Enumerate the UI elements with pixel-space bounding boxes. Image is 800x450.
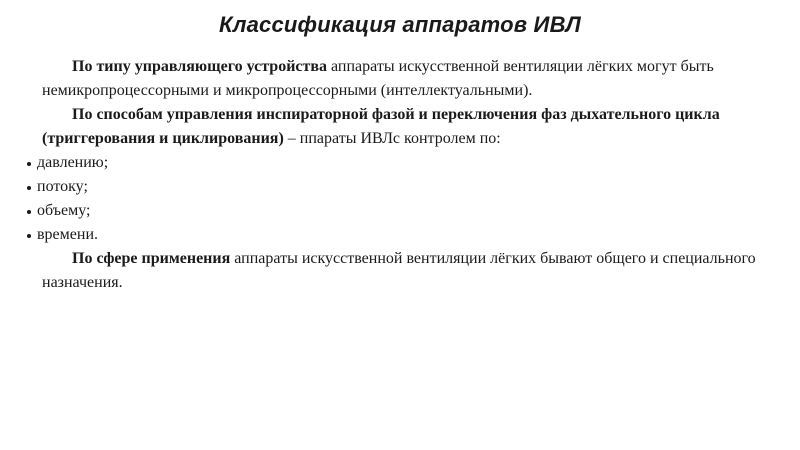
list-item-time: времени. [30, 223, 770, 247]
paragraph-application-scope [30, 247, 770, 295]
control-parameters-list [30, 151, 770, 247]
paragraph-control-device-heading: По типу управляющего устройства [72, 58, 328, 75]
paragraph-control-methods [30, 103, 770, 151]
list-item-pressure: давлению; [30, 151, 770, 175]
paragraph-control-device-text: аппараты искусственной вентиляции лёгких могут быть немикропроцессорными и микропроцессорными (интеллектуальными). [42, 58, 714, 99]
slide-title: Классификация аппаратов ИВЛ [219, 12, 581, 37]
list-item-volume: объему; [30, 199, 770, 223]
paragraph-control-methods-text: – ппараты ИВЛс контролем по: [283, 130, 501, 147]
paragraph-application-scope-text: аппараты искусственной вентиляции лёгких бывают общего и специального назначения. [42, 250, 756, 291]
paragraph-control-device [30, 55, 770, 103]
paragraph-application-scope-heading: По сфере применения [72, 250, 231, 267]
paragraph-control-methods-heading: По способам управления инспираторной фазой и переключения фаз дыхательного цикла (триггерования и циклирования) [42, 106, 720, 147]
list-item-flow: потоку; [30, 175, 770, 199]
slide-content [30, 55, 770, 295]
